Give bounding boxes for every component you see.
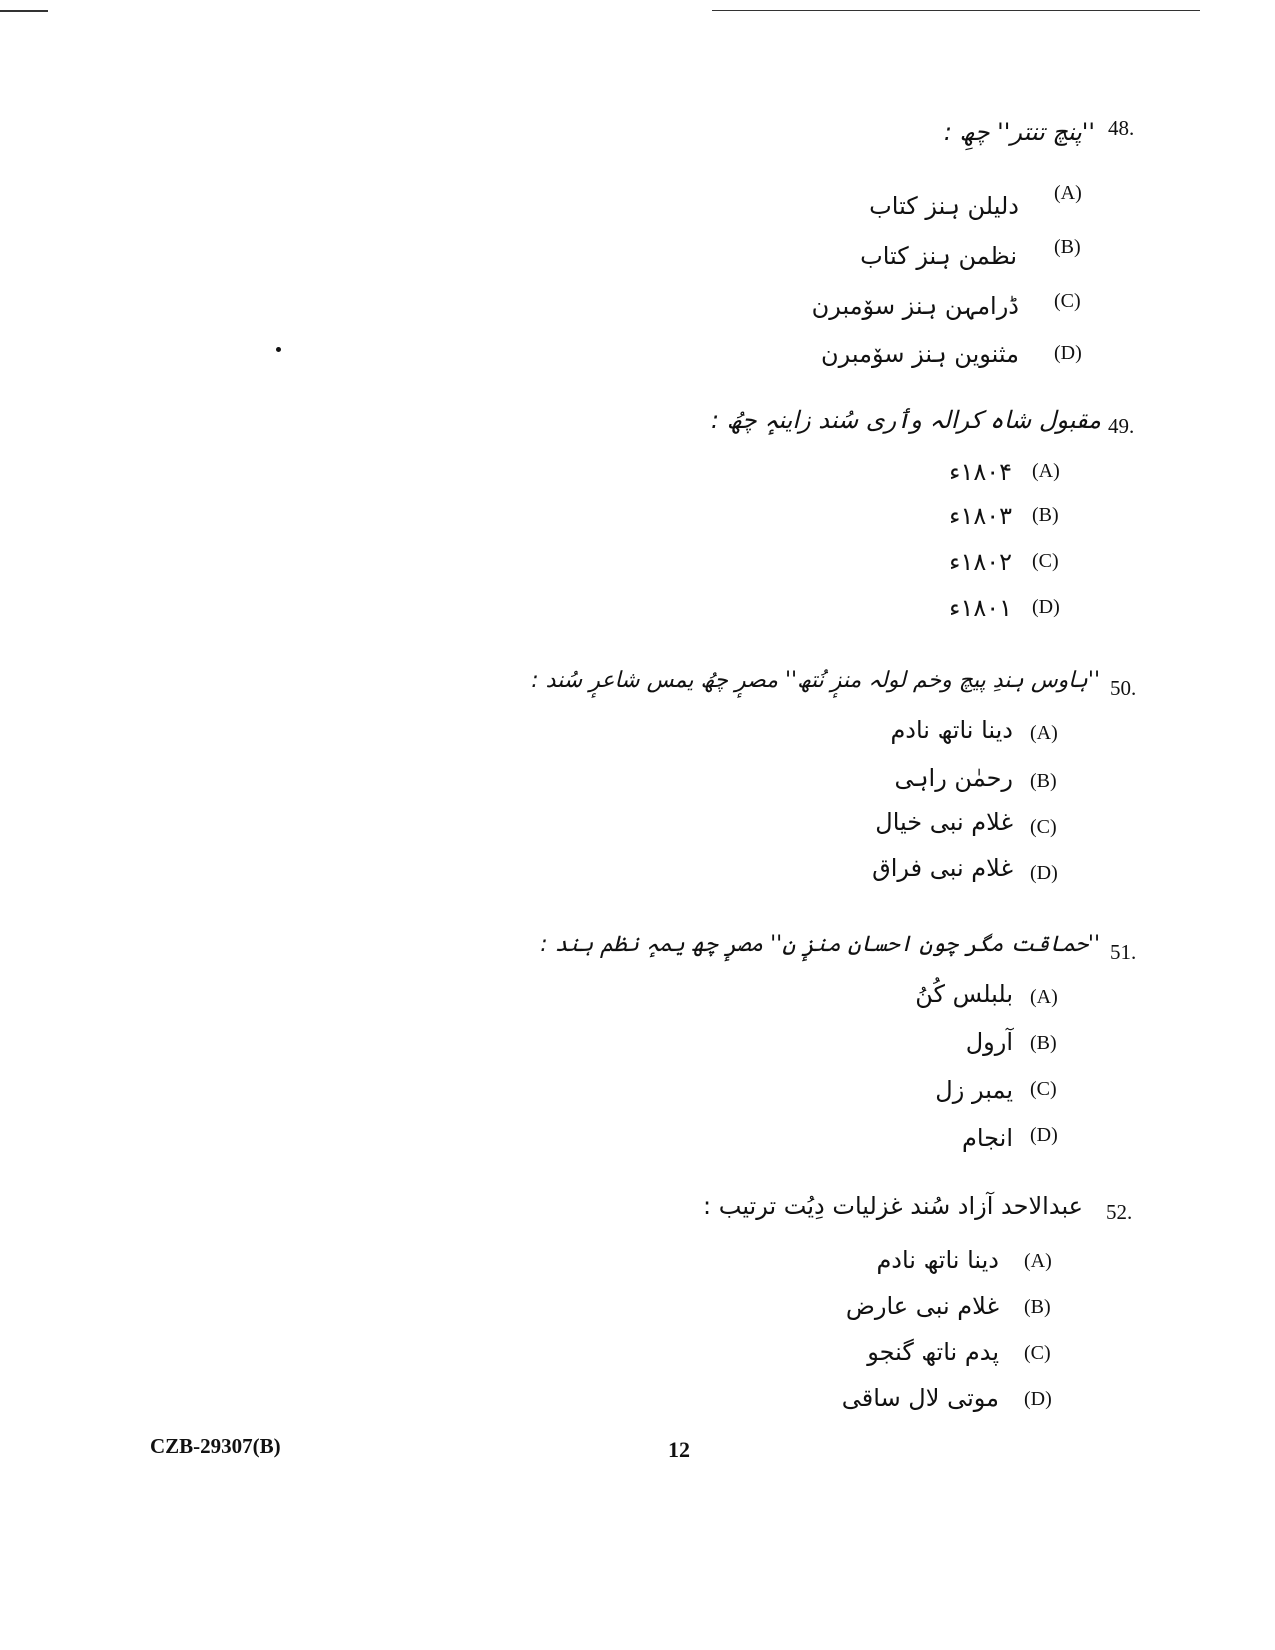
option-label: (B) (1024, 1296, 1051, 1318)
option-label: (D) (1032, 596, 1060, 618)
question-text: عبدالاحد آزاد سُند غزلیات دِیُت ترتیب : (703, 1192, 1083, 1220)
option-text: رحمٰن راہی (894, 764, 1013, 792)
option-text: ۱۸۰۴ء (949, 458, 1012, 486)
option-label: (D) (1054, 342, 1082, 364)
question-number: 49. (1108, 414, 1135, 438)
option-text: مثنوین ہنز سۆمبرن (821, 340, 1019, 368)
option-text: ۱۸۰۱ء (949, 594, 1012, 622)
question-number: 52. (1106, 1200, 1133, 1224)
option-label: (D) (1024, 1388, 1052, 1410)
question-text: ''ہاوس ہندِ پیچ وخم لولہ منزٕ نُتھ'' مصرٕ چھُ یمس شاعرٕ سُند : (531, 668, 1100, 693)
option-label: (A) (1054, 182, 1082, 204)
stray-dot (276, 347, 281, 352)
option-text: ۱۸۰۲ء (949, 548, 1012, 576)
option-text: دلیلن ہنز کتاب (869, 192, 1019, 220)
option-label: (D) (1030, 1124, 1058, 1146)
option-label: (A) (1032, 460, 1060, 482)
option-label: (B) (1030, 1032, 1057, 1054)
option-label: (C) (1030, 1078, 1057, 1100)
option-label: (A) (1030, 722, 1058, 744)
option-text: دینا ناتھ نادم (876, 1246, 999, 1274)
option-text: آرول (965, 1028, 1013, 1056)
option-text: پدم ناتھ گنجو (867, 1338, 999, 1366)
page-number: 12 (668, 1437, 690, 1462)
option-label: (C) (1032, 550, 1059, 572)
option-text: انجام (961, 1124, 1013, 1152)
top-left-rule (0, 10, 48, 12)
option-text: بلبلس کُنُ (915, 980, 1013, 1008)
option-text: غلام نبی عارض (845, 1292, 999, 1320)
option-label: (B) (1032, 504, 1059, 526)
option-text: یمبر زل (935, 1076, 1013, 1104)
option-label: (B) (1054, 236, 1081, 258)
option-label: (D) (1030, 862, 1058, 884)
option-text: غلام نبی خیال (875, 808, 1013, 836)
option-text: دینا ناتھ نادم (890, 716, 1013, 744)
question-text: ''پنچ تنتر'' چھِ : (943, 118, 1095, 146)
option-label: (C) (1054, 290, 1081, 312)
option-text: غلام نبی فراق (872, 854, 1013, 882)
top-right-rule (712, 10, 1200, 11)
question-number: 48. (1108, 116, 1135, 140)
option-text: ڈرامہن ہنز سۆمبرن (811, 292, 1019, 320)
paper-code: CZB-29307(B) (150, 1434, 281, 1458)
option-label: (A) (1024, 1250, 1052, 1272)
option-label: (B) (1030, 770, 1057, 792)
option-text: موتی لال ساقی (841, 1384, 999, 1412)
option-text: نظمن ہنز کتاب (860, 242, 1017, 270)
question-number: 51. (1110, 940, 1137, 964)
option-label: (A) (1030, 986, 1058, 1008)
question-number: 50. (1110, 676, 1137, 700)
question-text: مقبول شاہ کرالہ وٲری سُند زاینہٕ چھُ : (711, 406, 1101, 434)
option-label: (C) (1024, 1342, 1051, 1364)
option-text: ۱۸۰۳ء (949, 502, 1012, 530)
option-label: (C) (1030, 816, 1057, 838)
question-text: ''حماقت مگر چون احسان منزٕ ن'' مصرٕ چھ یمہٕ نظم ہند : (540, 932, 1100, 957)
